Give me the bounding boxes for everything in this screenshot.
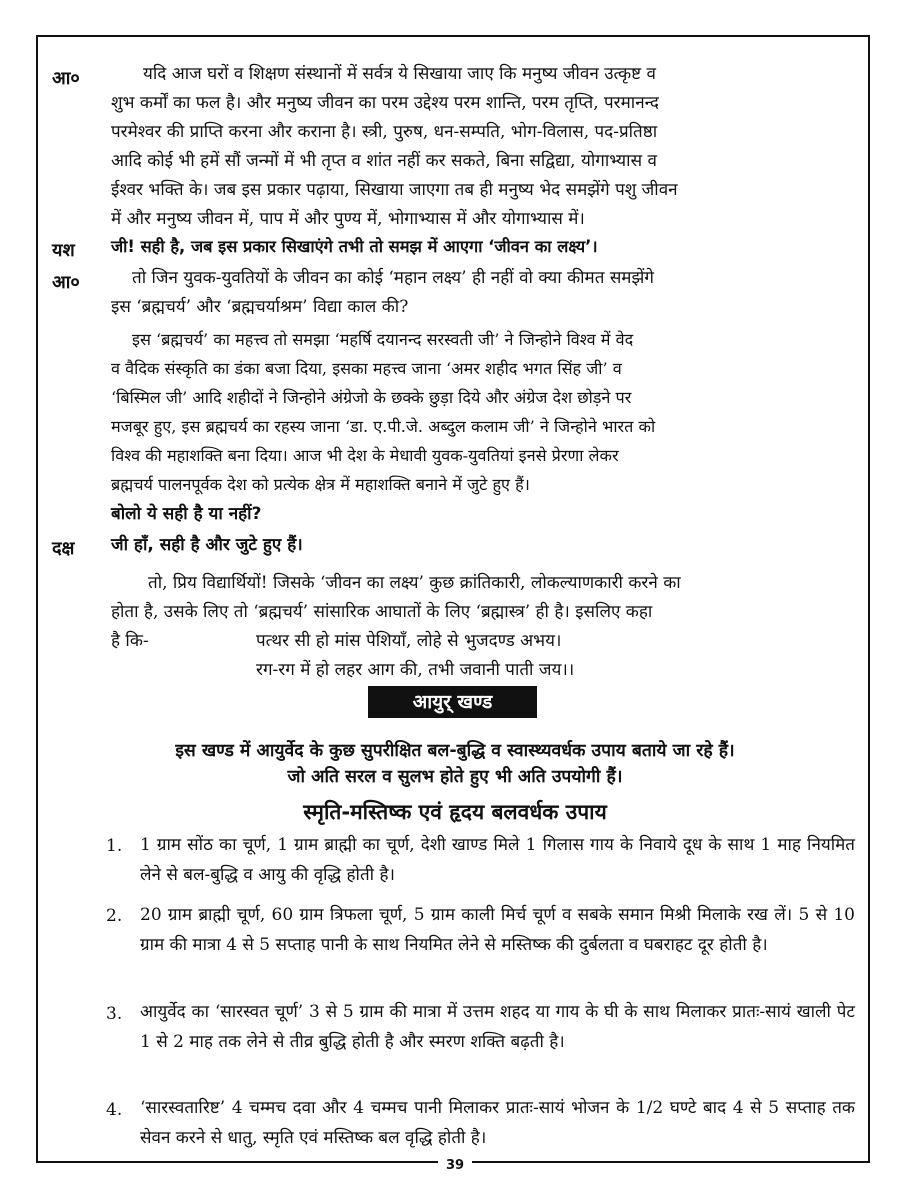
speaker-label: दक्ष xyxy=(52,538,75,559)
text-line: मजबूर हुए, इस ब्रह्मचर्य का रहस्य जाना ‘डा. ए.पी.जे. अब्दुल कलाम जी’ ने जिन्होने भारत को xyxy=(111,417,656,436)
list-item: आयुर्वेद का ‘सारस्वत चूर्ण’ 3 से 5 ग्राम की मात्रा में उत्तम शहद या गाय के घी के साथ मिलाकर प्रातः-सायं खाली पेट 1 से 2 माह तक लेने से तीव्र बुद्धि होती है और स्मरण शक्ति बढ़ती है। xyxy=(140,1002,855,1052)
text-line: आदि कोई भी हमें सौं जन्मों में भी तृप्त व शांत नहीं कर सकते, बिना सद्विद्या, योगाभ्यास व xyxy=(111,151,657,171)
speaker-label: आ० xyxy=(52,68,80,89)
text-line: शुभ कर्मों का फल है। और मनुष्य जीवन का परम उद्देश्य परम शान्ति, परम तृप्ति, परमानन्द xyxy=(111,93,659,113)
text-line: है कि- xyxy=(111,631,149,651)
section-intro-line: जो अति सरल व सुलभ होते हुए भी अति उपयोगी हैं। xyxy=(287,767,623,787)
text-line: तो, प्रिय विद्यार्थियों! जिसके ‘जीवन का लक्ष्य’ कुछ क्रांतिकारी, लोकल्याणकारी करने का xyxy=(148,573,681,593)
item-number: 2. xyxy=(106,906,123,926)
text-line: तो जिन युवक-युवतियों के जीवन का कोई ‘महान लक्ष्य’ ही नहीं वो क्या कीमत समझेंगे xyxy=(132,268,654,288)
text-line: परमेश्वर की प्राप्ति करना और कराना है। स्त्री, पुरुष, धन-सम्पति, भोग-विलास, पद-प्रतिष्ठा xyxy=(111,122,658,142)
item-number: 4. xyxy=(106,1100,123,1120)
text-line: ब्रह्मचर्य पालनपूर्वक देश को प्रत्येक क्षेत्र में महाशक्ति बनाने में जुटे हुए हैं। xyxy=(111,475,530,494)
text-line: जी हाँ, सही है और जुटे हुए हैं। xyxy=(111,535,303,555)
speaker-label: आ० xyxy=(52,272,80,293)
text-line: में और मनुष्य जीवन में, पाप में और पुण्य में, भोगाभ्यास में और योगाभ्यास में। xyxy=(111,209,585,229)
section-title: आयुर् खण्ड xyxy=(368,686,537,718)
subheading: स्मृति-मस्तिष्क एवं हृदय बलवर्धक उपाय xyxy=(303,800,607,824)
text-line: इस ‘ब्रह्मचर्य’ का महत्त्व तो समझा ‘महर्षि दयानन्द सरस्वती जी’ ने जिन्होने विश्व में वेद xyxy=(132,330,634,349)
list-item: ‘सारस्वतारिष्ट’ 4 चम्मच दवा और 4 चम्मच पानी मिलाकर प्रातः-सायं भोजन के 1/2 घण्टे बाद 4 से 5 सप्ताह तक सेवन करने से धातु, स्मृति एवं मस्तिष्क बल वृद्धि होती है। xyxy=(140,1098,855,1148)
speaker-label: यश xyxy=(52,240,75,261)
verse-line: रग-रग में हो लहर आग की, तभी जवानी पाती जय।। xyxy=(256,660,575,680)
text-line: ‘बिस्मिल जी’ आदि शहीदों ने जिन्होने अंग्रेजो के छक्के छुड़ा दिये और अंग्रेज देश छोड़ने पर xyxy=(111,388,632,407)
list-item: 20 ग्राम ब्राह्मी चूर्ण, 60 ग्राम त्रिफला चूर्ण, 5 ग्राम काली मिर्च चूर्ण व सबके समान मिश्री मिलाके रख लें। 5 से 10 ग्राम की मात्रा 4 से 5 सप्ताह पानी के साथ नियमित लेने से मस्तिष्क की दुर्बलता व घबराहट दूर होती है। xyxy=(140,905,855,955)
text-line: होता है, उसके लिए तो ‘ब्रह्मचर्य’ सांसारिक आघातों के लिए ‘ब्रह्मास्त्र’ ही है। इसलिए कहा xyxy=(111,602,653,622)
question-line: बोलो ये सही है या नहीं? xyxy=(111,504,262,524)
text-line: जी! सही है, जब इस प्रकार सिखाएंगे तभी तो समझ में आएगा ‘जीवन का लक्ष्य’। xyxy=(111,237,598,256)
item-number: 1. xyxy=(106,836,123,856)
text-line: ईश्वर भक्ति के। जब इस प्रकार पढ़ाया, सिखाया जाएगा तब ही मनुष्य भेद समझेंगे पशु जीवन xyxy=(111,180,678,200)
page-number: 39 xyxy=(438,1154,472,1178)
item-number: 3. xyxy=(106,1004,123,1024)
text-line: व वैदिक संस्कृति का डंका बजा दिया, इसका महत्त्व जाना ‘अमर शहीद भगत सिंह जी’ व xyxy=(111,359,622,378)
text-line: इस ‘ब्रह्मचर्य’ और ‘ब्रह्मचर्याश्रम’ विद्या काल की? xyxy=(111,297,409,317)
text-line: यदि आज घरों व शिक्षण संस्थानों में सर्वत्र ये सिखाया जाए कि मनुष्य जीवन उत्कृष्ट व xyxy=(143,64,656,84)
section-intro-line: इस खण्ड में आयुर्वेद के कुछ सुपरीक्षित बल-बुद्धि व स्वास्थ्यवर्धक उपाय बताये जा रहे हैं। xyxy=(175,741,735,761)
verse-line: पत्थर सी हो मांस पेशियाँ, लोहे से भुजदण्ड अभय। xyxy=(256,631,562,651)
text-line: विश्व की महाशक्ति बना दिया। आज भी देश के मेधावी युवक-युवतियां इनसे प्रेरणा लेकर xyxy=(111,446,619,465)
list-item: 1 ग्राम सोंठ का चूर्ण, 1 ग्राम ब्राह्मी का चूर्ण, देशी खाण्ड मिले 1 गिलास गाय के निवाये दूध के साथ 1 माह नियमित लेने से बल-बुद्धि व आयु की वृद्धि होती है। xyxy=(140,835,855,885)
